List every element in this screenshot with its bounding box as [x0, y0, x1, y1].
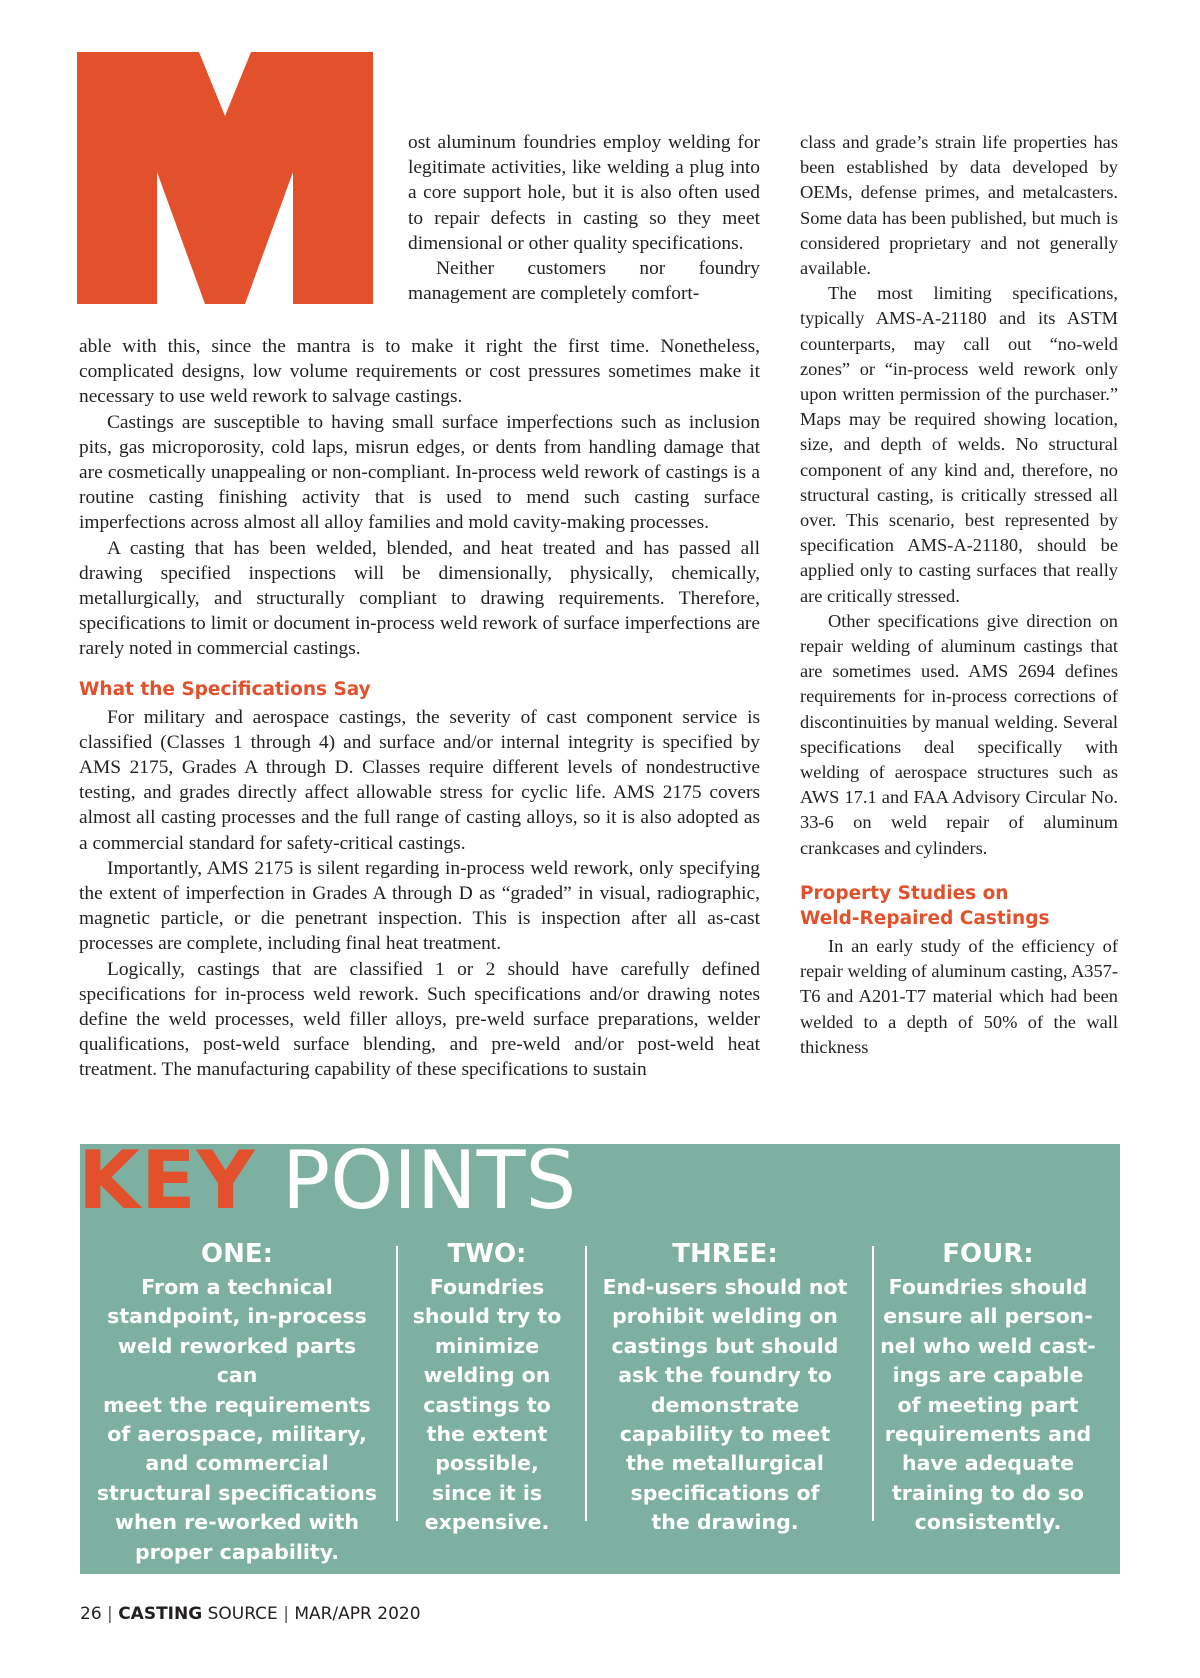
- key-point-line: expensive.: [424, 1510, 550, 1535]
- page-footer: [80, 1604, 421, 1624]
- section-heading-line-1: Property Studies on: [800, 882, 1009, 904]
- paragraph: For military and aerospace castings, the severity of cast component service is classified (Classes 1 through 4) and surface and/or internal integrity is specified by AMS 2175, Grades A through D. Classes require different levels of nondestructive testing, and grades directly affect allowable stress for cyclic life. AMS 2175 covers almost all casting processes and the full range of casting alloys, so it is also adopted as a commercial standard for safety-critical castings.: [79, 706, 760, 854]
- key-point-line: since it is: [431, 1480, 543, 1505]
- key-point-line: possible,: [435, 1451, 539, 1476]
- key-point-line: and commercial: [145, 1451, 329, 1476]
- footer-separator: |: [107, 1604, 113, 1624]
- section-heading: [800, 881, 1118, 931]
- key-point-heading: FOUR:: [942, 1239, 1034, 1269]
- key-point-four: [872, 1238, 1104, 1538]
- key-point-line: should try to: [412, 1304, 562, 1329]
- drop-cap-m-cutout: [77, 52, 373, 304]
- key-point-line: training to do so: [892, 1480, 1084, 1505]
- key-point-line: of meeting part: [897, 1392, 1079, 1417]
- paragraph: Logically, castings that are classified 1 or 2 should have carefully defined specifications for in-process weld rework. Such specifications and/or drawing notes define the weld processes, weld filler alloys, pre-weld surface preparations, welder qualifications, post-weld surface blending, and pre-weld and/or post-weld heat treatment. The manufacturing capability of these specifications to sustain: [79, 958, 760, 1081]
- key-point-line: From a technical: [141, 1275, 333, 1299]
- key-point-heading: THREE:: [672, 1239, 778, 1269]
- key-point-text: [872, 1273, 1104, 1538]
- issue-date: MAR/APR 2020: [294, 1604, 421, 1624]
- key-points-title-points: POINTS: [282, 1134, 577, 1227]
- key-point-text: [405, 1273, 569, 1538]
- footer-separator: |: [283, 1604, 289, 1624]
- key-point-line: castings but should: [611, 1333, 839, 1358]
- key-point-line: proper capability.: [134, 1539, 339, 1564]
- key-point-line: weld reworked parts can: [117, 1333, 357, 1388]
- key-point-line: castings to: [423, 1392, 551, 1417]
- key-point-line: ensure all person-: [883, 1304, 1093, 1329]
- magazine-name-rest: SOURCE: [207, 1604, 278, 1624]
- paragraph: Castings are susceptible to having small surface imperfections such as inclusion pits, gas microporosity, cold laps, misrun edges, or dents from handling damage that are cosmetically unappealing or non-compliant. In-process weld rework of castings is a routine casting finishing activity that is used to mend such casting surface imperfections across almost all alloy families and mold cavity-making processes.: [79, 411, 760, 534]
- key-point-line: demonstrate: [650, 1392, 800, 1417]
- key-point-line: specifications of: [630, 1480, 820, 1505]
- key-point-line: requirements and: [884, 1422, 1092, 1447]
- paragraph: class and grade’s strain life properties has been established by data developed by OEMs, defense primes, and metalcasters. Some data has been published, but much is considered proprietary and not generally available.: [800, 132, 1118, 279]
- article-column-right: [800, 130, 1118, 1060]
- key-point-line: the extent: [426, 1422, 548, 1447]
- section-heading: What the Specifications Say: [79, 678, 371, 700]
- key-point-heading: ONE:: [200, 1239, 274, 1269]
- key-point-line: have adequate: [901, 1451, 1075, 1476]
- key-points-divider: [396, 1246, 398, 1521]
- key-point-line: meet the requirements: [103, 1392, 371, 1417]
- key-point-line: Foundries: [429, 1275, 545, 1299]
- key-point-line: structural specifications: [96, 1480, 378, 1505]
- paragraph: Other specifications give direction on repair welding of aluminum castings that are sometimes used. AMS 2694 defines requirements for in-process corrections of discontinuities by manual welding. Several specifications deal specifically with welding of aerospace structures such as AWS 17.1 and FAA Advisory Circular No. 33-6 on weld repair of aluminum crankcases and cylinders.: [800, 610, 1118, 858]
- key-point-line: of aerospace, military,: [107, 1422, 367, 1447]
- key-point-two: [405, 1238, 569, 1538]
- key-points-divider: [585, 1246, 587, 1521]
- key-point-line: welding on: [423, 1363, 551, 1388]
- key-points-title: [78, 1134, 577, 1227]
- key-points-title-key: KEY: [78, 1134, 256, 1227]
- key-point-line: nel who weld cast-: [880, 1333, 1096, 1358]
- key-point-text: [596, 1273, 854, 1538]
- key-point-one: [96, 1238, 378, 1567]
- key-point-line: Foundries should: [888, 1275, 1088, 1299]
- paragraph: The most limiting specifications, typically AMS-A-21180 and its ASTM counterparts, may call out “no-weld zones” or “in-process weld rework only upon written permission of the purchaser.” Maps may be required showing location, size, and depth of welds. No structural component of any kind and, therefore, no structural casting, is critically stressed all over. This scenario, best represented by specification AMS-A-21180, should be applied only to casting surfaces that really are critically stressed.: [800, 283, 1118, 606]
- page-number: 26: [80, 1604, 102, 1624]
- magazine-name-bold: CASTING: [118, 1604, 203, 1624]
- lead-paragraph: [408, 130, 760, 306]
- paragraph: Importantly, AMS 2175 is silent regarding in-process weld rework, only specifying the extent of imperfection in Grades A through D as “graded” in visual, radiographic, magnetic particle, or die penetrant inspection. This is inspection after all as-cast processes are complete, including final heat treatment.: [79, 857, 760, 955]
- lead-text: ost aluminum foundries employ welding for legitimate activities, like welding a plug into a core support hole, but it is also often used to repair defects in casting so they meet dimensional or other quality specifications.: [408, 132, 760, 254]
- key-point-text: [96, 1273, 378, 1567]
- key-point-three: [596, 1238, 854, 1538]
- key-point-line: ask the foundry to: [618, 1363, 832, 1388]
- paragraph: In an early study of the efficiency of repair welding of aluminum casting, A357-T6 and A201-T7 material which had been welded to a depth of 50% of the wall thickness: [800, 935, 1118, 1057]
- key-point-line: prohibit welding on: [612, 1304, 838, 1329]
- paragraph: able with this, since the mantra is to make it right the first time. Nonetheless, complicated designs, low volume requirements or cost pressures sometimes make it necessary to use weld rework to salvage castings.: [79, 336, 760, 408]
- key-point-line: standpoint, in-process: [107, 1304, 367, 1329]
- key-point-line: when re-worked with: [115, 1510, 359, 1535]
- key-point-line: the metallurgical: [626, 1451, 824, 1476]
- key-point-heading: TWO:: [447, 1239, 527, 1269]
- key-point-line: the drawing.: [651, 1510, 799, 1535]
- article-column-left: [79, 334, 760, 1083]
- key-point-line: ings are capable: [892, 1363, 1084, 1388]
- key-point-line: capability to meet: [619, 1422, 831, 1447]
- key-point-line: End-users should not: [602, 1275, 848, 1299]
- lead-text-2: Neither customers nor foundry management are completely comfort-: [408, 258, 760, 305]
- key-point-line: consistently.: [914, 1510, 1062, 1535]
- section-heading-line-2: Weld-Repaired Castings: [800, 907, 1050, 929]
- paragraph: A casting that has been welded, blended, and heat treated and has passed all drawing specified inspections will be dimensionally, physically, chemically, metallurgically, and structurally compliant to drawing requirements. Therefore, specifications to limit or document in-process weld rework of surface imperfections are rarely noted in commercial castings.: [79, 537, 760, 660]
- key-point-line: minimize: [434, 1333, 540, 1358]
